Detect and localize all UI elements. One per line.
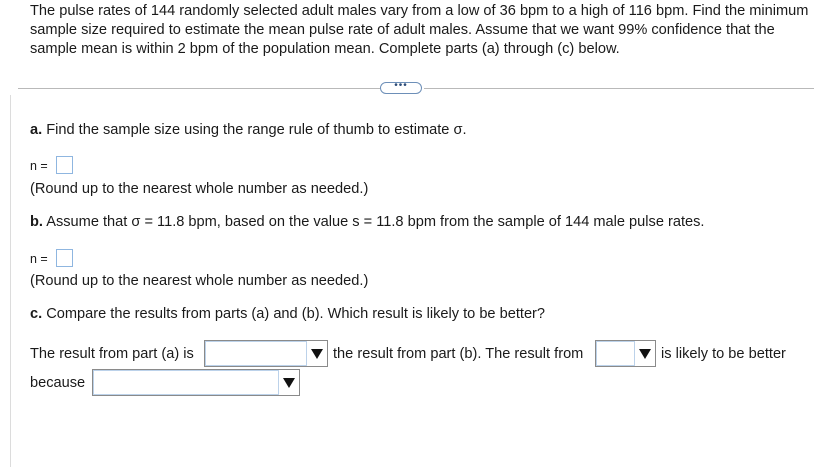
part-c-select-2[interactable] [595, 340, 656, 367]
expand-button[interactable] [380, 82, 422, 94]
select-field [205, 341, 307, 366]
part-b-answer-input[interactable] [56, 249, 73, 267]
part-b-hint: (Round up to the nearest whole number as needed.) [30, 273, 369, 289]
part-c-question: c. Compare the results from parts (a) and (b). Which result is likely to be better? [30, 306, 546, 322]
part-c-sentence-start: The result from part (a) is [30, 346, 194, 362]
select-field [93, 370, 279, 395]
part-b-n-label: n = [30, 252, 48, 266]
select-field [596, 341, 635, 366]
part-c-sentence-mid: the result from part (b). The result from [333, 346, 584, 362]
problem-statement: The pulse rates of 144 randomly selected adult males vary from a low of 36 bpm to a high of 116 bpm. Find the minimum sample size required to estimate the mean pulse rate of adult males. Assume that we want 99% confidence that the sample mean is within 2 bpm of the population mean. Complete parts (a) through (c) below. [30, 3, 809, 57]
dropdown-arrow-icon [311, 349, 323, 359]
part-a-n-label: n = [30, 159, 48, 173]
dropdown-arrow-icon [283, 378, 295, 388]
divider [424, 88, 814, 89]
divider [18, 88, 380, 89]
panel-border [10, 95, 11, 467]
dropdown-arrow-icon [639, 349, 651, 359]
part-c-select-1[interactable] [204, 340, 328, 367]
part-c-select-3[interactable] [92, 369, 300, 396]
part-c-because-label: because [30, 375, 86, 391]
ellipsis-icon: ••• [394, 80, 408, 91]
part-a-hint: (Round up to the nearest whole number as needed.) [30, 181, 369, 197]
part-a-question: a. Find the sample size using the range rule of thumb to estimate σ. [30, 122, 467, 138]
part-a-answer-input[interactable] [56, 156, 73, 174]
part-b-question: b. Assume that σ = 11.8 bpm, based on the value s = 11.8 bpm from the sample of 144 male pulse rates. [30, 214, 705, 230]
part-c-sentence-end: is likely to be better [661, 346, 786, 362]
